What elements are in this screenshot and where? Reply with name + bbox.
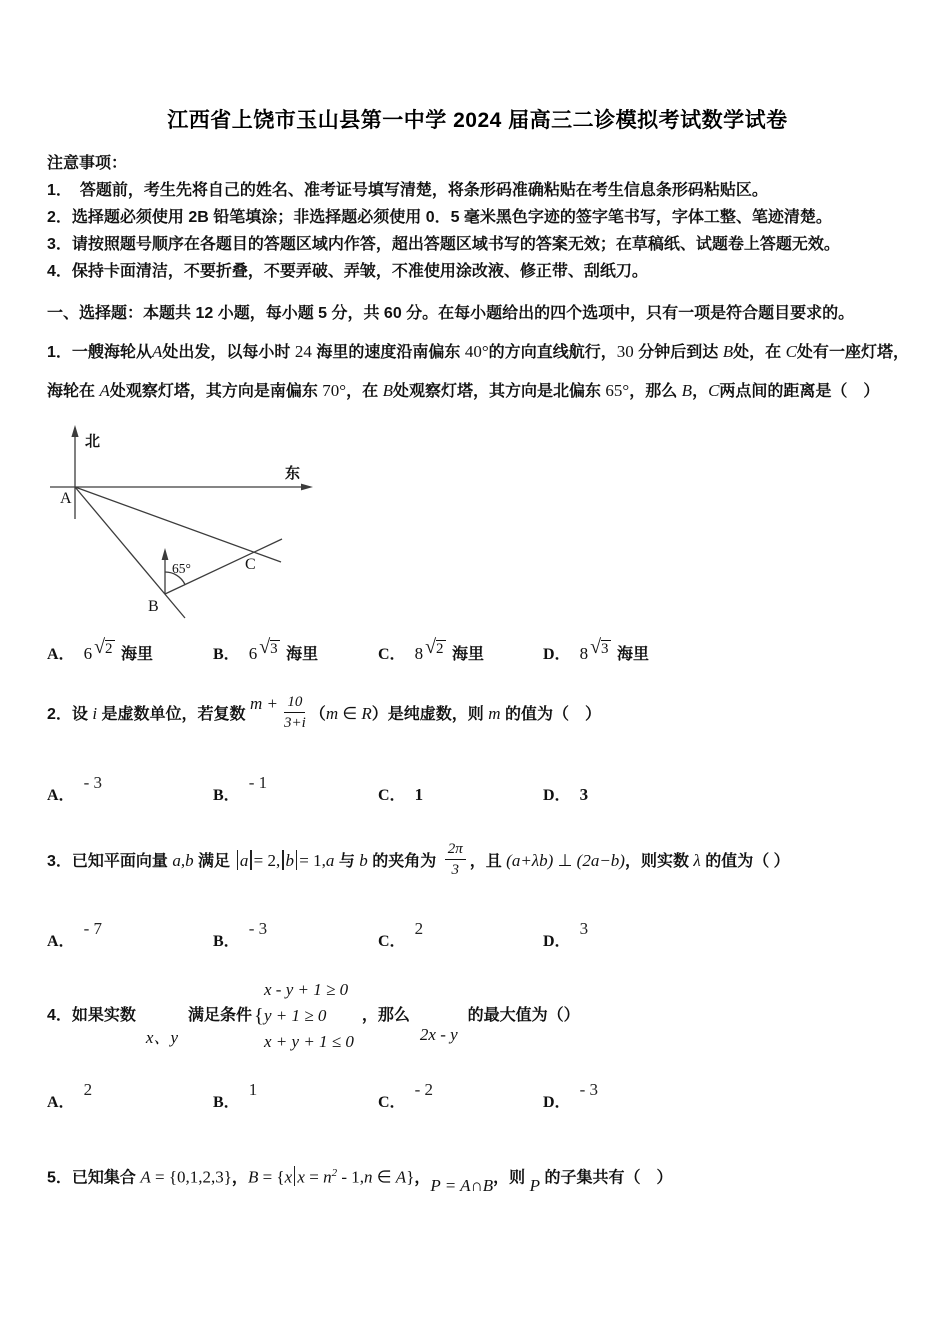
option-3-b — [213, 919, 378, 951]
option-1-b — [213, 636, 378, 665]
option-4-d-value: - 3 — [579, 1080, 598, 1099]
option-4-a — [47, 1080, 213, 1112]
question-1-text: 1．一艘海轮从A处出发，以每小时 24 海里的速度沿南偏东 40°的方向直线航行，30 分钟后到达 B处，在 C处有一座灯塔，海轮在 A处观察灯塔，其方向是南偏东 70°，在 B处观察灯塔，其方向是北偏东 65°，那么 B，C两点间的距离是（ ） — [47, 342, 909, 400]
q4-lead: 4．如果实数 — [47, 1007, 136, 1024]
north-arrow-at-b-head — [162, 548, 169, 560]
option-1-c-label: C． — [378, 646, 406, 663]
north-axis-arrowhead — [71, 425, 78, 437]
question-4-text — [47, 977, 909, 1055]
inequality-2 — [254, 1003, 354, 1029]
option-1-c-value: 8 √2 海里 — [414, 636, 484, 663]
option-2-c — [378, 782, 543, 805]
option-3-a — [47, 919, 213, 951]
bearing-diagram — [47, 419, 319, 627]
option-3-d-value: 3 — [579, 919, 589, 938]
option-4-b — [213, 1080, 378, 1112]
inequality-2-text: y + 1 ≥ 0 — [264, 1006, 327, 1025]
option-2-d-value: 3 — [579, 785, 589, 804]
option-2-c-value: 1 — [414, 785, 424, 804]
notice-item-4: 4．保持卡面清洁，不要折叠，不要弄破、弄皱，不准使用涂改液、修正带、刮纸刀。 — [47, 263, 648, 280]
option-4-d-label: D． — [543, 1094, 571, 1111]
q4-post: 的最大值为（） — [467, 1007, 580, 1024]
notice-heading: 注意事项： — [47, 155, 128, 172]
question-3-text: 3．已知平面向量 a,b 满足 a = 2, b = 1,a 与 b 的夹角为 $\frac{2\pi}{3}$ ，且 (a+λb) ⊥ (2a−b)，则实数 λ 的值为（ ） — [47, 841, 790, 879]
option-4-a-label: A． — [47, 1094, 75, 1111]
option-2-a — [47, 773, 213, 805]
q4-objective: 2x - y — [419, 1025, 458, 1044]
option-3-c-label: C． — [378, 933, 406, 950]
option-1-a-value: 6 √2 海里 — [83, 636, 153, 663]
point-a-label: A — [60, 490, 72, 507]
option-3-b-value: - 3 — [248, 919, 268, 938]
option-4-c — [378, 1080, 543, 1112]
option-2-a-value: - 3 — [83, 773, 102, 792]
option-3-d — [543, 919, 909, 951]
notice-item-2: 2．选择题必须使用 2B 铅笔填涂；非选择题必须使用 0．5 毫米黑色字迹的签字笔书写，字体工整、笔迹清楚。 — [47, 209, 832, 226]
notice-item-3: 3．请按照题号顺序在各题目的答题区域内作答，超出答题区域书写的答案无效；在草稿纸、试题卷上答题无效。 — [47, 236, 840, 253]
notice-section — [47, 150, 908, 285]
notice-item-1: 1． 答题前，考生先将自己的姓名、准考证号填写清楚，将条形码准确粘贴在考生信息条形码粘贴区。 — [47, 182, 768, 199]
q4-mid: 满足条件 — [188, 1007, 253, 1024]
question-2-options — [47, 773, 909, 805]
option-3-b-label: B． — [213, 933, 240, 950]
option-2-b — [213, 773, 378, 805]
question-3-options — [47, 919, 909, 951]
option-2-a-label: A． — [47, 787, 75, 804]
exam-title: 江西省上饶市玉山县第一中学 2024 届高三二诊模拟考试数学试卷 — [167, 109, 788, 132]
q4-then: ，那么 — [361, 1007, 410, 1024]
option-1-d-value: 8 √3 海里 — [579, 636, 649, 663]
inequality-3-text: x + y + 1 ≤ 0 — [264, 1032, 354, 1051]
option-4-b-value: 1 — [248, 1080, 258, 1099]
option-3-c-value: 2 — [414, 919, 424, 938]
q4-variables: x、y — [145, 1027, 178, 1047]
option-1-a-label: A． — [47, 646, 75, 663]
option-1-a — [47, 636, 213, 665]
option-2-b-label: B． — [213, 787, 240, 804]
option-4-a-value: 2 — [83, 1080, 93, 1099]
question-2-text: 2．设 i 是虚数单位，若复数 m + $\frac{10}{3+i}$ （m ∈ R）是纯虚数，则 m 的值为（ ） — [47, 694, 601, 732]
option-3-a-value: - 7 — [83, 919, 102, 938]
inequality-lines — [254, 977, 354, 1055]
option-4-c-label: C． — [378, 1094, 406, 1111]
question-1-options — [47, 636, 909, 665]
option-1-c — [378, 636, 543, 665]
point-b-label: B — [148, 598, 159, 615]
option-4-b-label: B． — [213, 1094, 240, 1111]
point-c-label: C — [245, 556, 256, 573]
option-2-c-label: C． — [378, 787, 406, 804]
east-axis-arrowhead — [301, 484, 313, 491]
option-2-d — [543, 782, 909, 805]
option-3-c — [378, 919, 543, 951]
inequality-1 — [254, 977, 354, 1003]
option-1-d — [543, 636, 909, 665]
option-2-d-label: D． — [543, 787, 571, 804]
east-label: 东 — [285, 465, 301, 482]
option-4-d — [543, 1080, 909, 1112]
inequality-system — [254, 977, 354, 1055]
option-4-c-value: - 2 — [414, 1080, 433, 1099]
question-5-text: 5．已知集合 A = {0,1,2,3}，B = {x $x = n^2 - 1,n$ ∈ A}，P = A∩B，则 P 的子集共有（ ） — [47, 1167, 673, 1196]
option-1-d-label: D． — [543, 646, 571, 663]
inequality-3 — [254, 1029, 354, 1055]
inequality-1-text: x - y + 1 ≥ 0 — [264, 980, 349, 999]
question-4-options — [47, 1080, 909, 1112]
system-brace: { — [254, 1005, 264, 1027]
option-1-b-label: B． — [213, 646, 240, 663]
option-3-d-label: D． — [543, 933, 571, 950]
option-1-b-value: 6 √3 海里 — [248, 636, 319, 663]
angle-label: 65° — [172, 561, 191, 576]
section-heading: 一、选择题：本题共 12 小题，每小题 5 分，共 60 分。在每小题给出的四个选项中，只有一项是符合题目要求的。 — [47, 305, 855, 322]
north-label: 北 — [85, 433, 101, 450]
option-2-b-value: - 1 — [248, 773, 268, 792]
option-3-a-label: A． — [47, 933, 75, 950]
